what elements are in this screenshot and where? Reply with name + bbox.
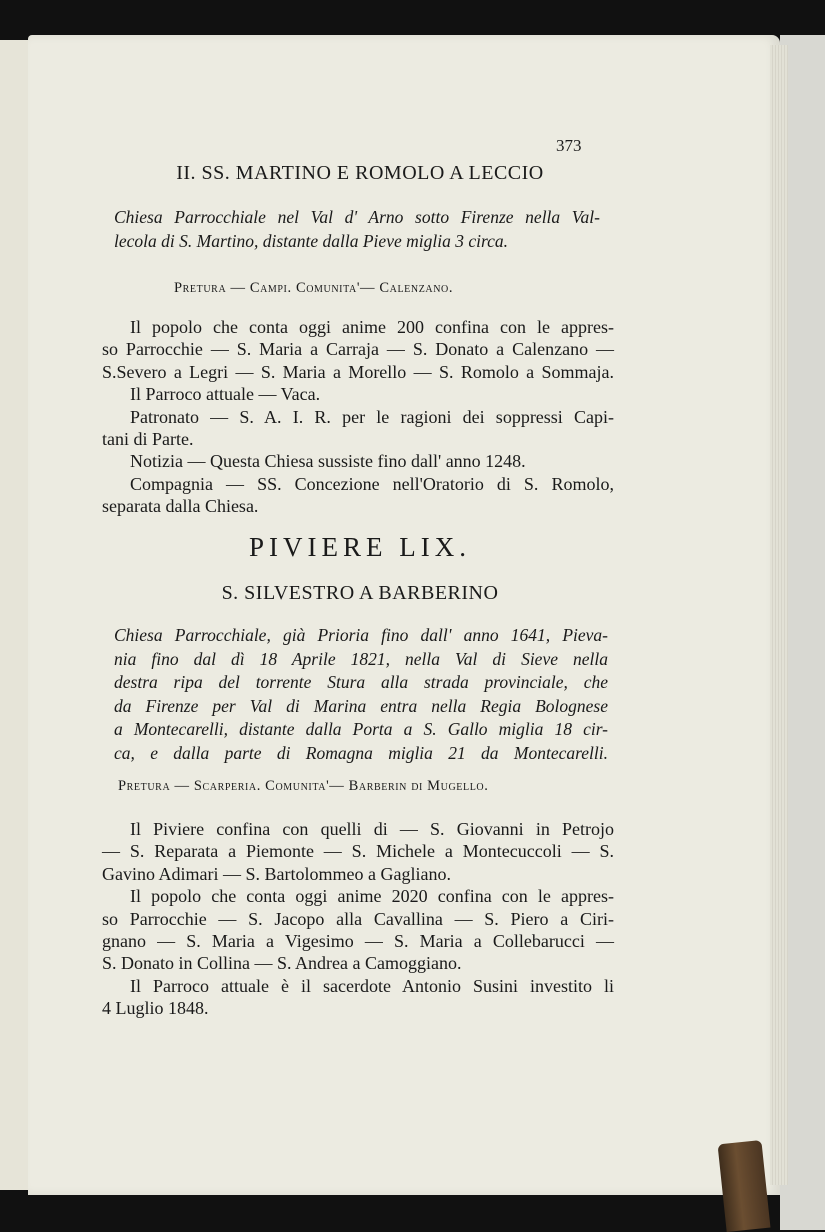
paragraph-line: Il Piviere confina con quelli di — S. Giovanni in Petrojo (130, 819, 614, 839)
piviere-title: PIVIERE LIX. (249, 532, 471, 562)
description-line: Chiesa Parrocchiale nel Val d' Arno sotto Firenze nella Val- (114, 207, 600, 227)
paragraph-line: tani di Parte. (102, 429, 194, 450)
piviere-paragraph (102, 818, 614, 1020)
piviere-description (114, 624, 608, 765)
paragraph-line: Patronato — S. A. I. R. per le ragioni dei soppressi Capi- (130, 406, 614, 427)
section-title: II. SS. MARTINO E ROMOLO A LECCIO (176, 162, 544, 184)
previous-page-edge (0, 40, 31, 1190)
paragraph-line: so Parrocchie — S. Maria a Carraja — S. Donato a Calenzano — (102, 339, 614, 360)
paragraph-line: Compagnia — SS. Concezione nell'Oratorio di S. Romolo, (130, 473, 614, 494)
description-line: destra ripa del torrente Stura alla strada provinciale, che (114, 672, 608, 692)
paragraph-line: 4 Luglio 1848. (102, 998, 209, 1019)
description-line: ca, e dalla parte di Romagna miglia 21 da Montecarelli. (114, 742, 608, 763)
paragraph-line: Il popolo che conta oggi anime 200 confina con le appres- (130, 317, 614, 337)
description-line: lecola di S. Martino, distante dalla Pieve miglia 3 circa. (114, 230, 509, 251)
page-number: 373 (556, 136, 582, 155)
pretura-line: Pretura — Scarperia. Comunita'— Barberin di Mugello. (118, 778, 489, 794)
paragraph-line: so Parrocchie — S. Jacopo alla Cavallina — S. Piero a Ciri- (102, 908, 614, 929)
description-line: nia fino dal dì 18 Aprile 1821, nella Val di Sieve nella (114, 648, 608, 669)
paragraph-line: separata dalla Chiesa. (102, 496, 259, 517)
description-line: Chiesa Parrocchiale, già Prioria fino dall' anno 1641, Pieva- (114, 625, 608, 645)
paragraph-line: Il Parroco attuale è il sacerdote Antonio Susini investito li (130, 975, 614, 996)
paragraph-line: Notizia — Questa Chiesa sussiste fino dall' anno 1248. (130, 451, 526, 472)
paragraph-line: Il Parroco attuale — Vaca. (130, 384, 321, 405)
paragraph-line: — S. Reparata a Piemonte — S. Michele a Montecuccoli — S. (102, 841, 614, 862)
paragraph-line: Gavino Adimari — S. Bartolommeo a Gagliano. (102, 863, 451, 884)
wooden-clip (718, 1140, 771, 1232)
paragraph-line: Il popolo che conta oggi anime 2020 confina con le appres- (130, 886, 614, 907)
pretura-line: Pretura — Campi. Comunita'— Calenzano. (174, 280, 454, 296)
paragraph-line: S.Severo a Legri — S. Maria a Morello — S. Romolo a Sommaja. (102, 361, 614, 382)
section-paragraph (102, 316, 614, 518)
description-line: a Montecarelli, distante dalla Porta a S. Gallo miglia 18 cir- (114, 719, 608, 739)
paragraph-line: S. Donato in Collina — S. Andrea a Camoggiano. (102, 953, 462, 974)
description-line: da Firenze per Val di Marina entra nella Regia Bolognese (114, 695, 608, 716)
paragraph-line: gnano — S. Maria a Vigesimo — S. Maria a Collebarucci — (102, 931, 614, 952)
page-stack-edge (770, 45, 788, 1185)
section-description (114, 206, 600, 253)
piviere-subtitle: S. SILVESTRO A BARBERINO (221, 582, 499, 604)
